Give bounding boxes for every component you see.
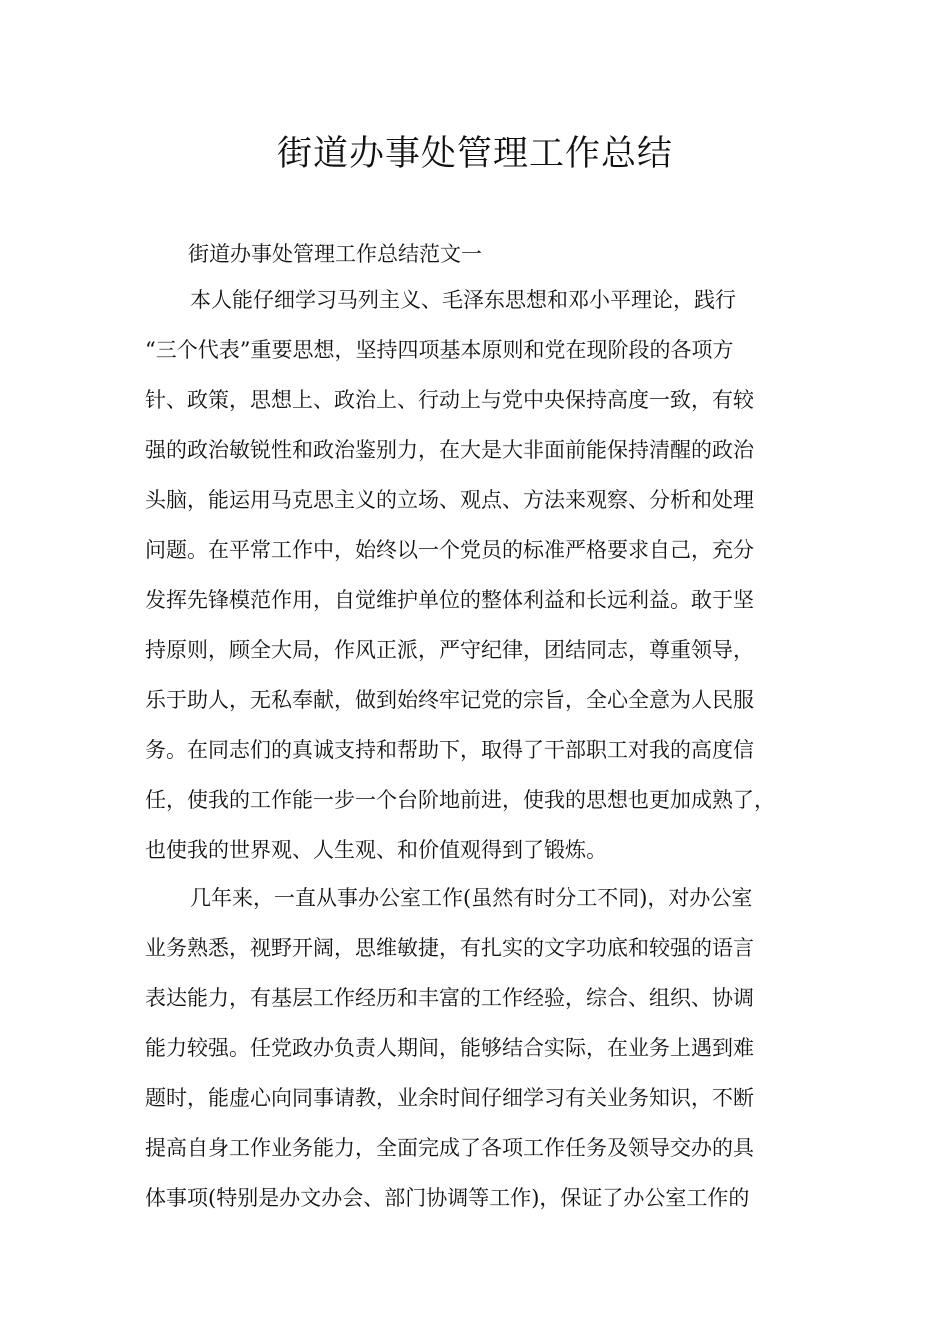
paragraph-line: 头脑，能运用马克思主义的立场、观点、方法来观察、分析和处理 bbox=[145, 488, 754, 512]
paragraph-line: 强的政治敏锐性和政治鉴别力，在大是大非面前能保持清醒的政治 bbox=[145, 438, 754, 462]
paragraph-line: 提高自身工作业务能力，全面完成了各项工作任务及领导交办的具 bbox=[145, 1136, 754, 1160]
paragraph-2 bbox=[145, 873, 845, 1223]
paragraph-line: 问题。在平常工作中，始终以一个党员的标准严格要求自己，充分 bbox=[145, 538, 754, 562]
paragraph-line: 乐于助人，无私奉献，做到始终牢记党的宗旨，全心全意为人民服 bbox=[145, 688, 754, 712]
paragraph-line: 体事项(特别是办文办会、部门协调等工作)，保证了办公室工作的 bbox=[145, 1186, 750, 1210]
paragraph-line: 几年来，一直从事办公室工作(虽然有时分工不同)，对办公室 bbox=[190, 886, 753, 910]
paragraph-line: 务。在同志们的真诚支持和帮助下，取得了干部职工对我的高度信 bbox=[145, 738, 754, 762]
paragraph-line: 针、政策，思想上、政治上、行动上与党中央保持高度一致，有较 bbox=[145, 388, 754, 412]
paragraph-line: 表达能力，有基层工作经历和丰富的工作经验，综合、组织、协调 bbox=[145, 986, 754, 1010]
paragraph-line: 任，使我的工作能一步一个台阶地前进，使我的思想也更加成熟了， bbox=[145, 788, 775, 812]
paragraph-1 bbox=[145, 275, 845, 875]
document-title: 街道办事处管理工作总结 bbox=[276, 134, 673, 174]
paragraph-line: 持原则，顾全大局，作风正派，严守纪律，团结同志，尊重领导， bbox=[145, 638, 754, 662]
paragraph-line: 能力较强。任党政办负责人期间，能够结合实际，在业务上遇到难 bbox=[145, 1036, 754, 1060]
paragraph-line: 题时，能虚心向同事请教，业余时间仔细学习有关业务知识，不断 bbox=[145, 1086, 754, 1110]
paragraph-line: “三个代表”重要思想，坚持四项基本原则和党在现阶段的各项方 bbox=[145, 338, 734, 362]
paragraph-line: 发挥先锋模范作用，自觉维护单位的整体利益和长远利益。敢于坚 bbox=[145, 588, 754, 612]
paragraph-line: 业务熟悉，视野开阔，思维敏捷，有扎实的文字功底和较强的语言 bbox=[145, 936, 754, 960]
document-subtitle: 街道办事处管理工作总结范文一 bbox=[188, 242, 482, 266]
paragraph-line: 也使我的世界观、人生观、和价值观得到了锻炼。 bbox=[145, 838, 607, 862]
paragraph-line: 本人能仔细学习马列主义、毛泽东思想和邓小平理论，践行 bbox=[190, 288, 736, 312]
